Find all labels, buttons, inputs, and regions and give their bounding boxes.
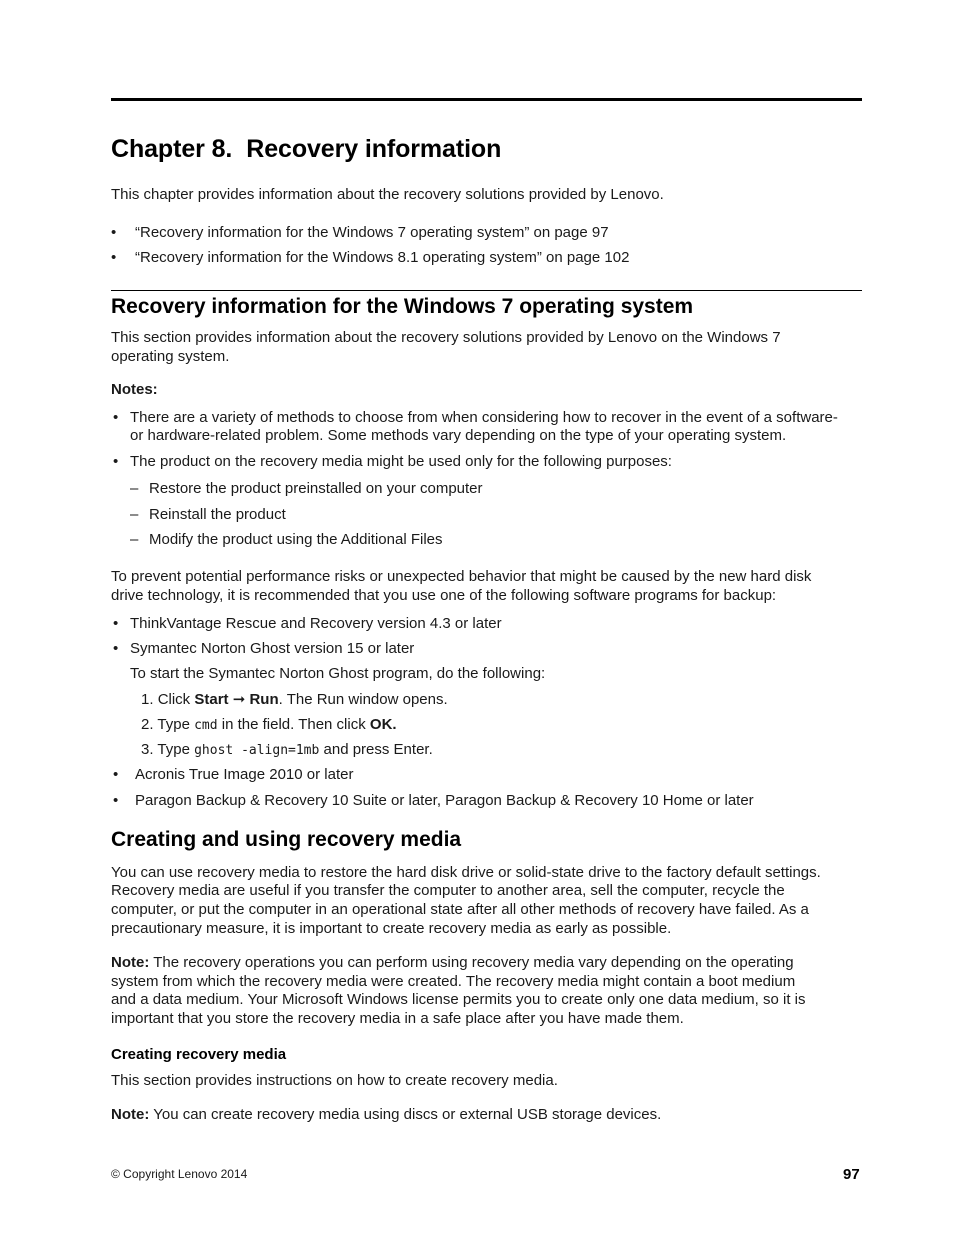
note-line bbox=[111, 953, 862, 972]
code-cmd: cmd bbox=[194, 718, 218, 733]
bullet-glyph: • bbox=[113, 453, 119, 470]
note1-line2: or hardware-related problem. Some methods vary depending on the type of your operating system. bbox=[130, 427, 787, 444]
dash-glyph: – bbox=[130, 506, 139, 523]
program-item: Acronis True Image 2010 or later bbox=[135, 766, 354, 783]
code-ghost: ghost -align=1mb bbox=[194, 743, 320, 758]
section-title-windows7: Recovery information for the Windows 7 operating system bbox=[111, 295, 694, 318]
step-text: and press Enter. bbox=[319, 741, 433, 758]
note1-line1: There are a variety of methods to choose from when considering how to recover in the event of a software- bbox=[130, 409, 838, 426]
purpose-item: Reinstall the product bbox=[149, 506, 286, 523]
arrow-icon: ➞ bbox=[232, 691, 246, 708]
backup-para-line2: drive technology, it is recommended that you use one of the following software programs for backup: bbox=[111, 587, 777, 604]
dash-glyph: – bbox=[130, 480, 139, 497]
subsection-intro: This section provides instructions on how to create recovery media. bbox=[111, 1072, 558, 1089]
chapter-intro: This chapter provides information about the recovery solutions provided by Lenovo. bbox=[111, 186, 664, 203]
section1-intro-line1: This section provides information about the recovery solutions provided by Lenovo on the Windows 7 bbox=[111, 329, 781, 346]
step-text: Type bbox=[157, 716, 195, 733]
step-1 bbox=[141, 690, 448, 709]
bullet-glyph: • bbox=[113, 766, 119, 783]
section-title-recovery-media: Creating and using recovery media bbox=[111, 828, 462, 851]
section-rule bbox=[111, 290, 862, 291]
step-3 bbox=[141, 740, 433, 760]
program-item: ThinkVantage Rescue and Recovery version 4.3 or later bbox=[130, 615, 502, 632]
page-number: 97 bbox=[843, 1166, 860, 1183]
chapter-top-rule bbox=[111, 98, 862, 101]
step-text: in the field. Then click bbox=[217, 716, 370, 733]
bullet-glyph: • bbox=[113, 640, 119, 657]
note-text: The recovery operations you can perform using recovery media vary depending on the operating bbox=[149, 954, 794, 971]
note2-line bbox=[111, 1105, 862, 1124]
note-label: Note: bbox=[111, 1106, 150, 1123]
note-label: Note: bbox=[111, 954, 150, 971]
start-label: Start bbox=[194, 691, 229, 708]
step-text: . The Run window opens. bbox=[278, 691, 448, 708]
step-number: 1. bbox=[141, 691, 154, 708]
program-item: Paragon Backup & Recovery 10 Suite or later, Paragon Backup & Recovery 10 Home or later bbox=[135, 792, 754, 809]
bullet-glyph: • bbox=[113, 615, 119, 632]
run-label: Run bbox=[249, 691, 279, 708]
step-number: 2. bbox=[141, 716, 154, 733]
program-item: Symantec Norton Ghost version 15 or later bbox=[130, 640, 415, 657]
step-text: Type bbox=[157, 741, 195, 758]
purpose-item: Modify the product using the Additional Files bbox=[149, 531, 443, 548]
note2: The product on the recovery media might be used only for the following purposes: bbox=[130, 453, 672, 470]
note-line: system from which the recovery media were created. The recovery media might contain a boot medium bbox=[111, 973, 796, 990]
note-text: You can create recovery media using discs or external USB storage devices. bbox=[149, 1106, 662, 1123]
ok-label: OK. bbox=[369, 716, 397, 733]
section1-intro-line2: operating system. bbox=[111, 348, 230, 365]
toc-link-windows81[interactable]: “Recovery information for the Windows 8.1 operating system” on page 102 bbox=[135, 249, 630, 266]
purpose-item: Restore the product preinstalled on your computer bbox=[149, 480, 483, 497]
chapter-title bbox=[111, 135, 501, 164]
step-number: 3. bbox=[141, 741, 154, 758]
dash-glyph: – bbox=[130, 531, 139, 548]
bullet-glyph: • bbox=[111, 224, 117, 241]
media-para-line: computer, or put the computer in an operational state after all other methods of recovery have failed. As a bbox=[111, 901, 809, 918]
bullet-glyph: • bbox=[113, 792, 119, 809]
backup-para-line1: To prevent potential performance risks or unexpected behavior that might be caused by the new hard disk bbox=[111, 568, 812, 585]
step-2 bbox=[141, 715, 397, 735]
step-text: Click bbox=[157, 691, 195, 708]
subsection-title: Creating recovery media bbox=[111, 1046, 287, 1063]
chapter-title-text: Recovery information bbox=[246, 135, 502, 163]
footer-copyright: © Copyright Lenovo 2014 bbox=[111, 1167, 248, 1181]
media-para-line: You can use recovery media to restore the hard disk drive or solid-state drive to the factory default settings. bbox=[111, 864, 821, 881]
toc-link-windows7[interactable]: “Recovery information for the Windows 7 operating system” on page 97 bbox=[135, 224, 609, 241]
note-line: and a data medium. Your Microsoft Windows license permits you to create only one data medium, so it is bbox=[111, 991, 806, 1008]
media-para-line: Recovery media are useful if you transfer the computer to another area, sell the computer, recycle the bbox=[111, 882, 785, 899]
media-para-line: precautionary measure, it is important to create recovery media as early as possible. bbox=[111, 920, 672, 937]
chapter-number: Chapter 8. bbox=[111, 135, 233, 163]
notes-label: Notes: bbox=[111, 381, 158, 398]
note-line: important that you store the recovery media in a safe place after you have made them. bbox=[111, 1010, 684, 1027]
bullet-glyph: • bbox=[113, 409, 119, 426]
ghost-intro: To start the Symantec Norton Ghost program, do the following: bbox=[130, 665, 546, 682]
bullet-glyph: • bbox=[111, 249, 117, 266]
